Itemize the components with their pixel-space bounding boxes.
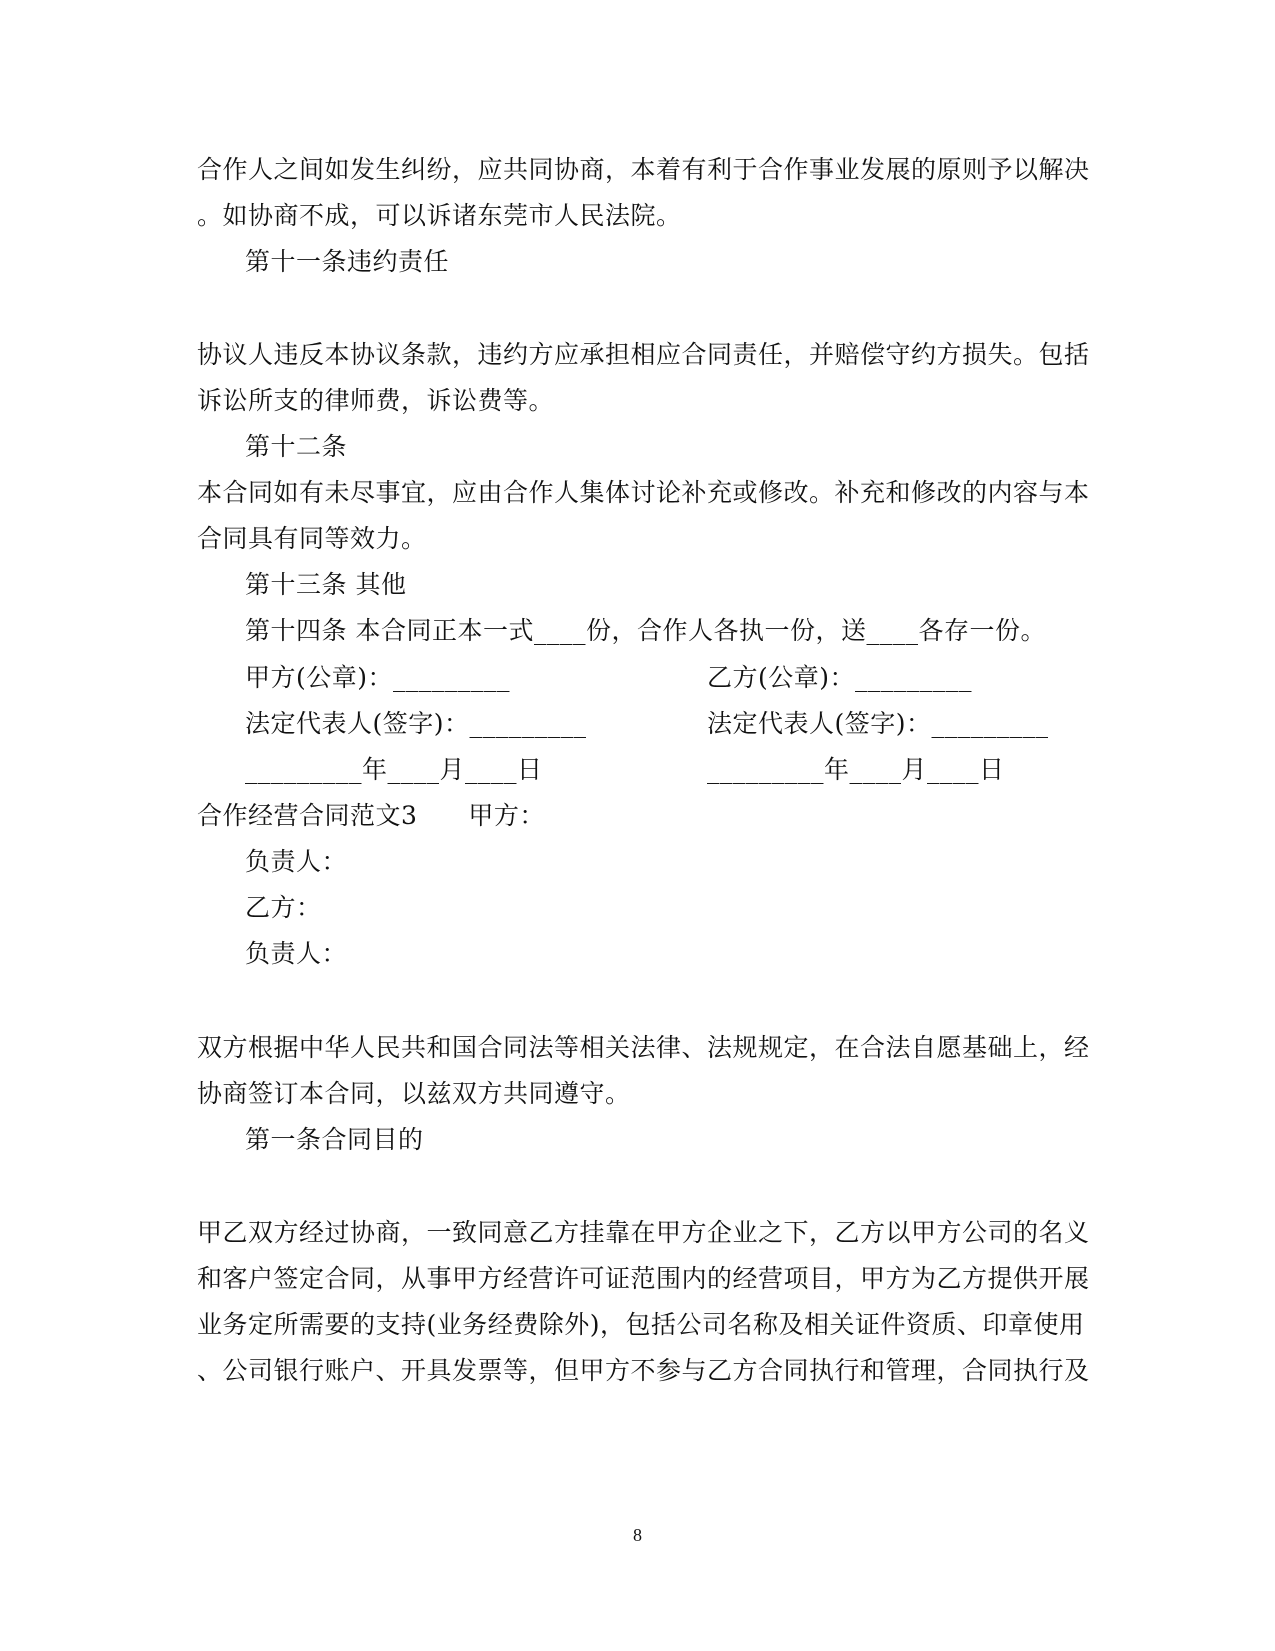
body-text-line: 业务定所需要的支持(业务经费除外)，包括公司名称及相关证件资质、印章使用 (197, 1310, 1085, 1339)
body-text-line: 诉讼所支的律师费，诉讼费等。 (197, 386, 555, 415)
section-heading: 第十一条违约责任 (245, 247, 450, 276)
page-number: 8 (633, 1525, 642, 1545)
body-text-line: 。如协商不成，可以诉诸东莞市人民法院。 (197, 201, 682, 230)
body-text-line: 协议人违反本协议条款，违约方应承担相应合同责任，并赔偿守约方损失。包括 (197, 340, 1090, 369)
body-text-line: 甲乙双方经过协商，一致同意乙方挂靠在甲方企业之下，乙方以甲方公司的名义 (197, 1218, 1090, 1247)
body-text-line: 双方根据中华人民共和国合同法等相关法律、法规规定，在合法自愿基础上，经 (197, 1033, 1090, 1062)
party-a-date-line: _________年____月____日 (245, 755, 543, 784)
party-a-representative-line: 法定代表人(签字)：_________ (245, 709, 587, 738)
body-text-line: 协商签订本合同，以兹双方共同遵守。 (197, 1079, 631, 1108)
party-field: 负责人： (245, 847, 348, 876)
section-heading: 第十二条 (245, 432, 348, 461)
document-title-line: 合作经营合同范文3 甲方： (197, 801, 545, 830)
party-field: 负责人： (245, 939, 348, 968)
party-a-seal-line: 甲方(公章)：_________ (245, 663, 511, 692)
party-field: 乙方： (245, 893, 322, 922)
body-text-line: 合作人之间如发生纠纷，应共同协商，本着有利于合作事业发展的原则予以解决 (197, 155, 1090, 184)
body-text-line: 和客户签定合同，从事甲方经营许可证范围内的经营项目，甲方为乙方提供开展 (197, 1264, 1090, 1293)
body-text-line: 本合同如有未尽事宜，应由合作人集体讨论补充或修改。补充和修改的内容与本 (197, 478, 1090, 507)
body-text-line: 合同具有同等效力。 (197, 524, 427, 553)
section-heading: 第一条合同目的 (245, 1125, 424, 1154)
party-b-seal-line: 乙方(公章)：_________ (707, 663, 973, 692)
party-b-representative-line: 法定代表人(签字)：_________ (707, 709, 1049, 738)
party-b-date-line: _________年____月____日 (707, 755, 1005, 784)
section-heading: 第十三条 其他 (245, 570, 407, 599)
body-text-line: 第十四条 本合同正本一式____份，合作人各执一份，送____各存一份。 (245, 616, 1046, 645)
body-text-line: 、公司银行账户、开具发票等，但甲方不参与乙方合同执行和管理，合同执行及 (197, 1356, 1090, 1385)
